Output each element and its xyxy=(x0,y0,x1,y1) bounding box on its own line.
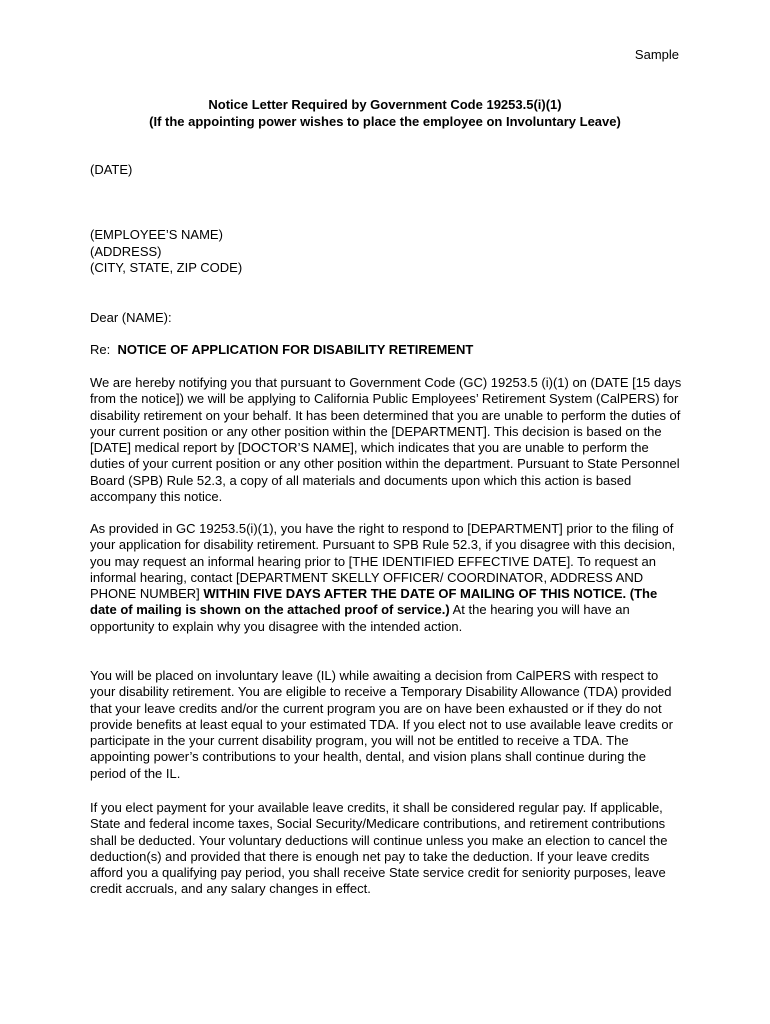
recipient-city-state-zip: (CITY, STATE, ZIP CODE) xyxy=(90,260,243,275)
paragraph-right-to-respond-text: As provided in GC 19253.5(i)(1), you have the right to respond to [DEPARTMENT] prior to the filing of your application for disability retirement. Pursuant to SPB Rule 52.3, if you disagree with this decision, you may request an informal hearing prior to [THE IDENTIFIED EFFECTIVE DATE]. To request an informal hearing, contact [DEPARTMENT SKELLY OFFICER/ COORDINATOR, ADDRESS AND PHONE NUMBER] xyxy=(90,521,676,602)
recipient-name: (EMPLOYEE’S NAME) xyxy=(90,227,223,242)
heading-line-2: (If the appointing power wishes to place the employee on Involuntary Leave) xyxy=(149,114,621,129)
paragraph-involuntary-leave: You will be placed on involuntary leave (IL) while awaiting a decision from CalPERS with respect to your disability retirement. You are eligible to receive a Temporary Disability Allowance (TDA) provided that your leave credits and/or the current program you are on have been exhausted or if they do not provide benefits at least equal to your estimated TDA. If you elect not to use available leave credits or participate in the your current disability program, you will not be entitled to receive a TDA. The appointing power’s contributions to your health, dental, and vision plans shall continue during the period of the IL. xyxy=(90,668,673,781)
re-subject: NOTICE OF APPLICATION FOR DISABILITY RETIREMENT xyxy=(117,342,474,357)
re-line xyxy=(90,342,682,358)
recipient-address-block xyxy=(90,227,682,277)
re-prefix: Re: xyxy=(90,342,111,357)
paragraph-right-to-respond xyxy=(90,521,682,635)
salutation: Dear (NAME): xyxy=(90,310,172,325)
paragraph-leave-credits: If you elect payment for your available leave credits, it shall be considered regular pay. If applicable, State and federal income taxes, Social Security/Medicare contributions, and retirement contributions shall be deducted. Your voluntary deductions will continue unless you make an election to cancel the deduction(s) and provided that there is enough net pay to take the deduction. If your leave credits afford you a qualifying pay period, you shall receive State service credit for seniority purposes, leave credit accruals, and any salary changes in effect. xyxy=(90,800,668,897)
paragraph-notification: We are hereby notifying you that pursuant to Government Code (GC) 19253.5 (i)(1) on (DATE [15 days from the notice]) we will be applying to California Public Employees’ Retirement System (CalPERS) for disability retirement on your behalf. It has been determined that you are unable to perform the duties of your current position or any other position within the [DEPARTMENT]. This decision is based on the [DATE] medical report by [DOCTOR’S NAME], which indicates that you are unable to perform the duties of your current position or any other position within the department. Pursuant to State Personnel Board (SPB) Rule 52.3, a copy of all materials and documents upon which this action is based accompany this notice. xyxy=(90,375,682,505)
letter-heading xyxy=(90,96,680,130)
deadline-notice: WITHIN FIVE DAYS AFTER THE DATE OF MAILING OF THIS NOTICE. (The date of mailing is shown on the attached proof of service.) xyxy=(90,586,658,618)
paragraph-right-to-respond-end: At the hearing you will have an opportunity to explain why you disagree with the intended action. xyxy=(90,602,630,634)
recipient-address: (ADDRESS) xyxy=(90,243,162,259)
heading-line-1: Notice Letter Required by Government Code 19253.5(i)(1) xyxy=(208,97,562,112)
sample-label: Sample xyxy=(634,47,679,62)
date-placeholder: (DATE) xyxy=(90,162,133,177)
